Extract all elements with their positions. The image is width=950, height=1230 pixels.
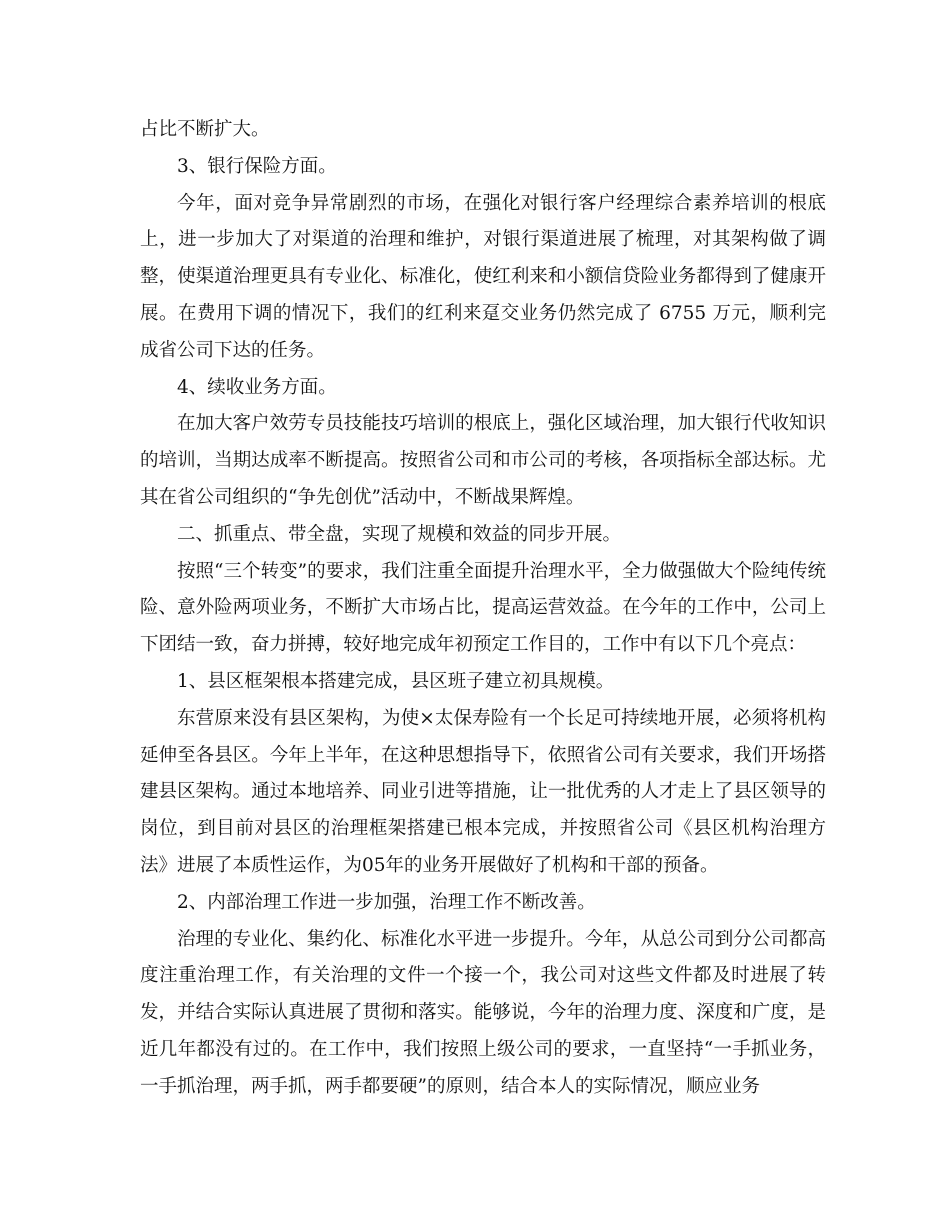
heading-renewal-business: 4、续收业务方面。: [177, 376, 337, 398]
paragraph-continuation: 占比不断扩大。: [140, 119, 270, 140]
heading-section-two: 二、抓重点、带全盘，实现了规模和效益的同步开展。: [177, 523, 622, 545]
paragraph-county-framework: 东营原来没有县区架构，为使×太保寿险有一个长足可持续地开展，必须将机构延伸至各县区。今年上半年，在这种思想指导下，依照省公司有关要求，我们开场搭建县区架构。通过本地培养、同业引进等措施，让一批优秀的人才走上了县区领导的岗位，到目前对县区的治理框架搭建已根本完成，并按照省公司《县区机构治理方法》进展了本质性运作，为05年的业务开展做好了机构和干部的预备。: [140, 707, 826, 876]
heading-county-framework: 1、县区框架根本搭建完成，县区班子建立初具规模。: [177, 670, 615, 692]
paragraph-internal-management: 治理的专业化、集约化、标准化水平进一步提升。今年，从总公司到分公司都高度注重治理工作，有关治理的文件一个接一个，我公司对这些文件都及时进展了转发，并结合实际认真进展了贯彻和落实。能够说，今年的治理力度、深度和广度，是近几年都没有过的。在工作中，我们按照上级公司的要求，一直坚持“一手抓业务，一手抓治理，两手抓，两手都要硬”的原则，结合本人的实际情况，顺应业务: [140, 928, 826, 1097]
paragraph-three-transformations: 按照“三个转变”的要求，我们注重全面提升治理水平，全力做强做大个险纯传统险、意外险两项业务，不断扩大市场占比，提高运营效益。在今年的工作中，公司上下团结一致，奋力拼搏，较好地完成年初预定工作目的，工作中有以下几个亮点：: [140, 560, 826, 656]
heading-bank-insurance: 3、银行保险方面。: [177, 155, 337, 177]
heading-internal-management: 2、内部治理工作进一步加强，治理工作不断改善。: [177, 891, 596, 913]
paragraph-renewal-business: 在加大客户效劳专员技能技巧培训的根底上，强化区域治理，加大银行代收知识的培训，当期达成率不断提高。按照省公司和市公司的考核，各项指标全部达标。尤其在省公司组织的“争先创优”活动中，不断战果辉煌。: [140, 413, 826, 508]
document-page: [140, 112, 826, 1106]
paragraph-bank-insurance: 今年，面对竞争异常剧烈的市场，在强化对银行客户经理综合素养培训的根底上，进一步加大了对渠道的治理和维护，对银行渠道进展了梳理，对其架构做了调整，使渠道治理更具有专业化、标准化，使红利来和小额信贷险业务都得到了健康开展。在费用下调的情况下，我们的红利来趸交业务仍然完成了 6755 万元，顺利完成省公司下达的任务。: [140, 192, 826, 361]
